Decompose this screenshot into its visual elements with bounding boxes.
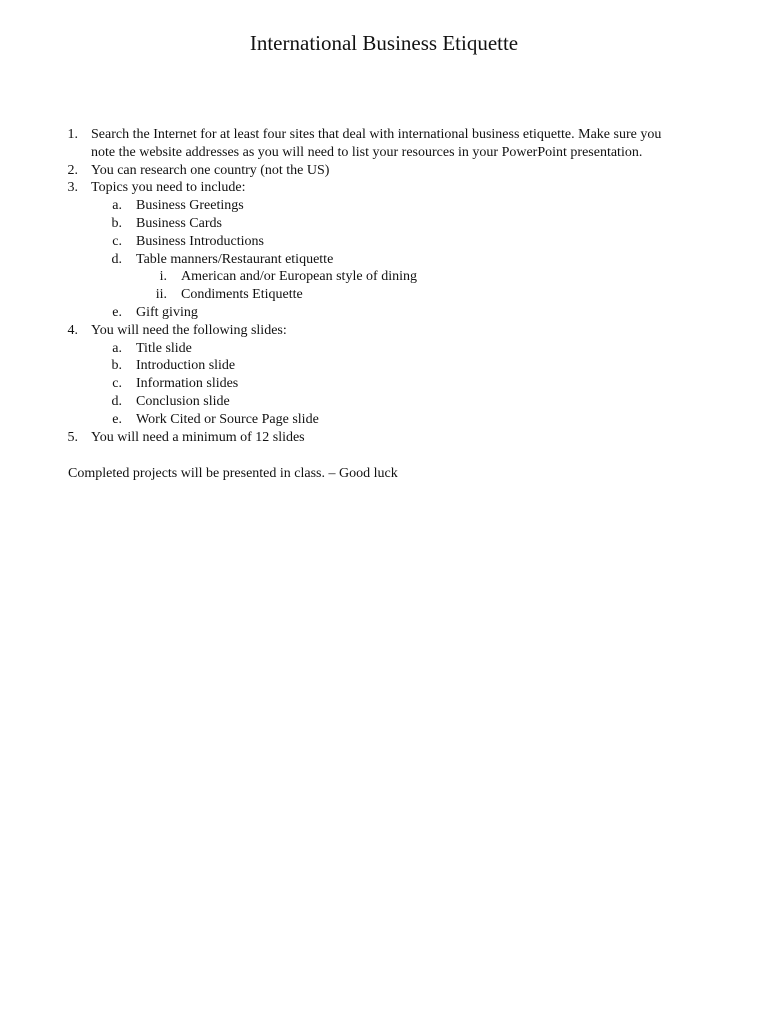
sublist-marker: a. [112,198,122,214]
sub-sublist-marker: i. [159,269,167,285]
sublist-marker: d. [111,393,122,409]
sublist-marker: e. [112,411,122,427]
list-item-3 [0,179,768,197]
sub-sublist-item-3d-i [0,268,768,286]
sublist-item-3b [0,215,768,233]
list-marker: 2. [67,162,78,178]
sublist-item-4a [0,340,768,358]
list-item-text: You will need the following slides: [91,322,287,338]
list-item-text: You will need a minimum of 12 slides [91,429,305,445]
sublist-item-3d [0,251,768,269]
sublist-item-4b [0,357,768,375]
sublist-item-text: Business Cards [136,215,222,231]
sublist-item-text: Information slides [136,376,239,392]
sublist-item-text: Introduction slide [136,358,236,374]
sublist-marker: b. [111,215,122,231]
sublist-marker: b. [111,358,122,374]
sublist-item-text: Work Cited or Source Page slide [136,411,319,427]
sublist-marker: a. [112,340,122,356]
list-item-text: You can research one country (not the US) [91,162,330,178]
sublist-item-4c [0,375,768,393]
sublist-item-text: Business Introductions [136,233,264,249]
sublist-item-text: Title slide [136,340,192,356]
sub-sublist-marker: ii. [155,287,167,303]
list-marker: 1. [67,127,78,142]
list-marker: 4. [67,322,78,338]
sublist-marker: c. [112,233,122,249]
list-item-text: note the website addresses as you will need to list your resources in your PowerPoint presentation. [91,144,643,160]
list-marker: 5. [67,429,78,445]
sublist-item-3e [0,304,768,322]
sublist-marker: d. [111,251,122,267]
list-item-1 [0,126,768,144]
list-item-text: Search the Internet for at least four sites that deal with international business etiquette. Make sure you [91,127,662,142]
sublist-item-text: Conclusion slide [136,393,230,409]
instructions-list [0,126,768,446]
sublist-item-3a [0,197,768,215]
sublist-item-3c [0,233,768,251]
closing-note: Completed projects will be presented in class. – Good luck [68,466,398,481]
list-item-5 [0,429,768,447]
sub-sublist-item-text: American and/or European style of dining [181,269,417,285]
list-item-text: Topics you need to include: [91,180,246,196]
sublist-item-text: Table manners/Restaurant etiquette [136,251,334,267]
sublist-marker: e. [112,304,122,320]
sublist-item-text: Business Greetings [136,198,244,214]
list-item-2 [0,162,768,180]
sublist-marker: c. [112,376,122,392]
sublist-item-4d [0,393,768,411]
list-item-4 [0,322,768,340]
sublist-item-text: Gift giving [136,304,198,320]
list-marker: 3. [67,180,78,196]
list-item-1-continuation [0,144,768,162]
sub-sublist-item-3d-ii [0,286,768,304]
document-title: International Business Etiquette [249,31,519,55]
sublist-item-4e [0,411,768,429]
sub-sublist-item-text: Condiments Etiquette [181,287,303,303]
